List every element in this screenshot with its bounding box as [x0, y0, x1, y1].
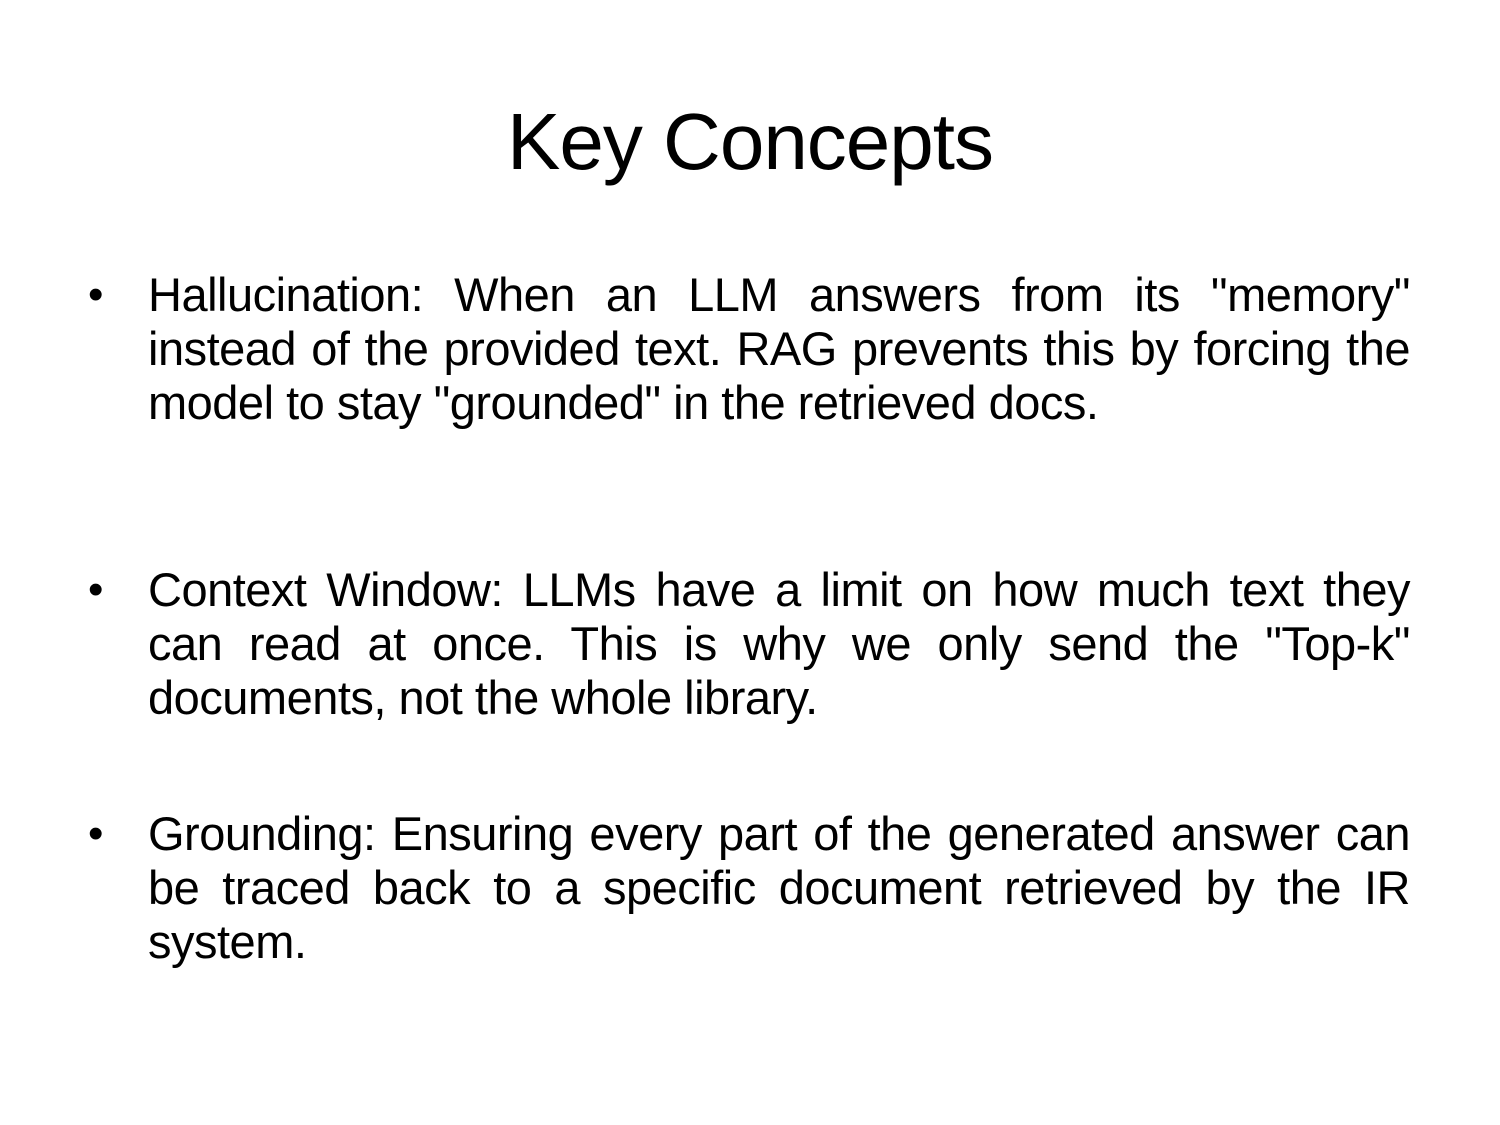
bullet-dot-icon: • — [88, 270, 104, 319]
bullet-text: Hallucination: When an LLM answers from its "memory" instead of the provided text. RAG prevents this by forcing the model to stay "grounded" in the retrieved docs. — [148, 268, 1410, 429]
bullet-text: Context Window: LLMs have a limit on how much text they can read at once. This is why we only send the "Top-k" documents, not the whole library. — [148, 563, 1410, 724]
bullet-text: Grounding: Ensuring every part of the generated answer can be traced back to a specific document retrieved by the IR system. — [148, 807, 1410, 968]
bullet-dot-icon: • — [88, 565, 104, 614]
slide-title: Key Concepts — [506, 97, 994, 186]
bullet-dot-icon: • — [88, 809, 104, 858]
